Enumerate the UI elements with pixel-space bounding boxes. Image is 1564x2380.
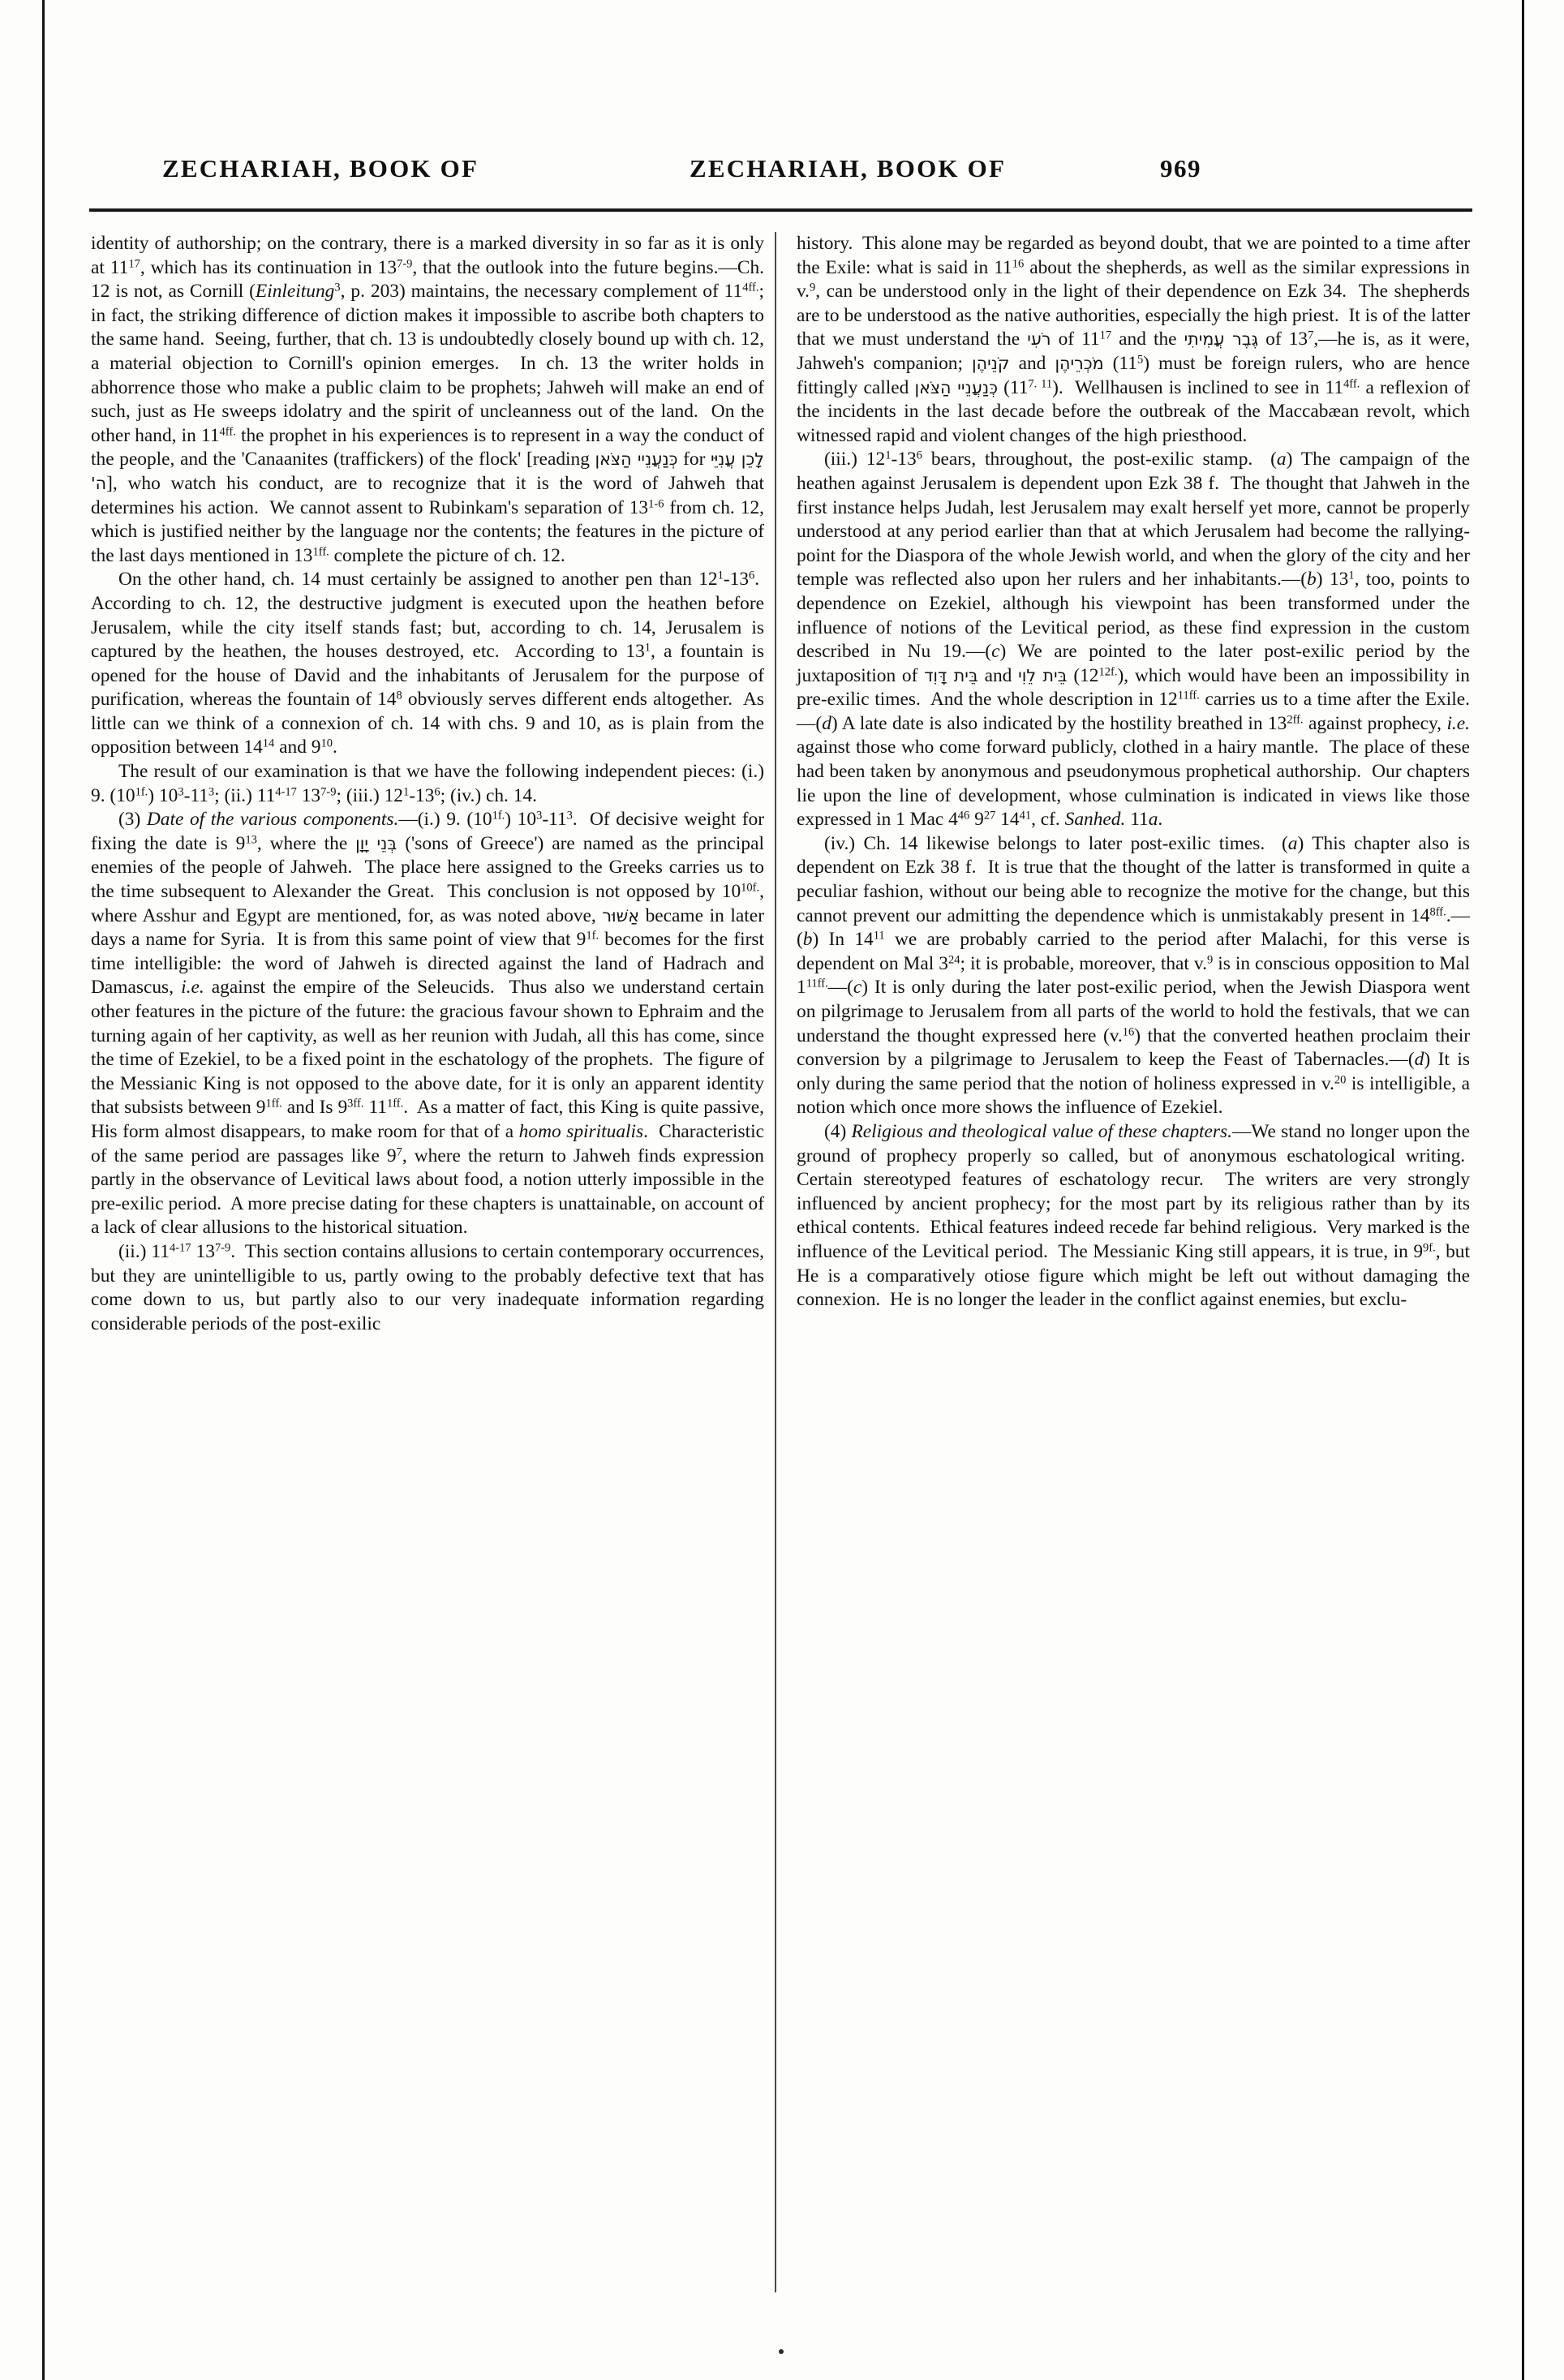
right-column-body (797, 232, 1470, 1312)
left-column (91, 232, 764, 1336)
paragraph: (iv.) Ch. 14 likewise belongs to later post-exilic times. (a) This chapter also is dependent on Ezk 38 f. It is true that the thought of the latter is transformed in quite a peculiar fashion, without our being able to recognize the motive for the change, but this cannot prevent our admitting the dependence which is unmistakably present in $14^{8ff.}.—(b)$ In $14^{11}$ we are probably carried to the period after Malachi, for this verse is dependent on Mal $3^{24}$; it is probable, moreover, that v.$^9$ is in conscious opposition to Mal $1^{11ff.}—(c)$ It is only during the later post-exilic period, when the Jewish Diaspora went on pilgrimage to Jerusalem from all parts of the world to hold the festivals, that we can understand the thought expressed here (v.$^{16}$) that the converted heathen proclaim their conversion by a pilgrimage to Jerusalem to keep the Feast of Tabernacles.—(d) It is only during the same period that the notion of holiness expressed in v.$^{20}$ is intelligible, a notion which once more shows the influence of Ezekiel. (797, 832, 1470, 1119)
paragraph: history. This alone may be regarded as beyond doubt, that we are pointed to a time after the Exile: what is said in $11^{16}$ about the shepherds, as well as the similar expressions in v.$^9$, can be understood only in the light of their dependence on Ezk 34. The shepherds are to be understood as the native authorities, especially the high priest. It is of the latter that we must understand the רֹעִי of $11^{17}$ and the גֶּבֶר עֲמִיתִי of $13^7,—he$ is, as it were, Jahweh's companion; קֹנֵיהֶן and מֹכְרֵיהֶן $(11^5)$ must be foreign rulers, who are hence fittingly called כְּנַעֲנֵיי הַצֹּאן $(11^{7. 11})$. Wellhausen is inclined to see in $11^{4ff.}$ a reflexion of the incidents in the last decade before the outbreak of the Maccabæan revolt, which witnessed rapid and violent changes of the high priesthood. (797, 233, 1471, 446)
page-number: 969 (1160, 154, 1201, 183)
running-head-right-title: ZECHARIAH, BOOK OF (690, 154, 1007, 183)
paragraph: (iii.) $12^1-13^6$ bears, throughout, the post-exilic stamp. (a) The campaign of the heathen against Jerusalem is dependent upon Ezk 38 f. The thought that Jahweh in the first instance helps Judah, lest Jerusalem may exalt herself yet more, cannot be properly understood at any period earlier than that at which Jerusalem had become the rallying-point for the Diaspora of the whole Jewish world, and when the glory of the city and her temple was reflected also upon her rulers and her inhabitants.—(b) $13^1$, too, points to dependence on Ezekiel, although his viewpoint has been transformed under the influence of notions of the Levitical period, as these find expression in the custom described in Nu 19.—(c) We are pointed to the later post-exilic period by the juxtaposition of בֵּית דָּוִד and בֵּית לֵוִי $(12^{12f.})$, which would have been an impossibility in pre-exilic times. And the whole description in $12^{11ff.}$ carries us to a time after the Exile.—(d) A late date is also indicated by the hostility breathed in $13^{2ff.}$ against prophecy, i.e. against those who come forward publicly, clothed in a hairy mantle. The place of these had been taken by anonymous and pseudonymous prophetical authorship. Our chapters lie upon the line of development, whose culmination is indicated in views like those expressed in 1 Mac $4^{46}$ $9^{27}$ $14^{41}$, cf. Sanhed. 11a. (797, 449, 1471, 831)
paragraph: (4) Religious and theological value of these chapters.—We stand no longer upon the ground of prophecy properly so called, but of anonymous eschatological writing. Certain stereotyped features of eschatology recur. The writers are very strongly influenced by ancient prophecy; for the most part by its religious rather than by its ethical contents. Ethical features indeed recede far behind religious. Very marked is the influence of the Levitical period. The Messianic King still appears, it is true, in $9^{9f.}$, but He is a comparatively otiose figure which might be left out without damaging the connexion. He is no longer the leader in the conflict against enemies, but exclu- (797, 1120, 1470, 1311)
paragraph: On the other hand, ch. 14 must certainly be assigned to another pen than $12^1-13^6$. According to ch. 12, the destructive judgment is executed upon the heathen before Jerusalem, while the city itself stands fast; but, according to ch. 14, Jerusalem is captured by the heathen, the houses destroyed, etc. According to $13^1$, a fountain is opened for the house of David and the inhabitants of Jerusalem for the purpose of purification, whereas the fountain of $14^8$ obviously serves different ends altogether. As little can we think of a connexion of ch. 14 with chs. 9 and 10, as is plain from the opposition between $14^{14}$ and $9^{10}$. (91, 569, 764, 758)
page-edge-right (1522, 0, 1524, 2380)
running-head-left-title: ZECHARIAH, BOOK OF (162, 154, 479, 183)
right-column (797, 232, 1470, 1312)
scan-artifact-dot (779, 2349, 784, 2354)
left-column-body (91, 232, 764, 1336)
paragraph: (3) Date of the various components.—(i.) 9. $(10^{1f.})$ $10^3-11^3$. Of decisive weight for fixing the date is $9^{13}$, where the בְּנֵי יָוָן ('sons of Greece') are named as the principal enemies of the people of Jahweh. The place here assigned to the Greeks carries us to the time subsequent to Alexander the Great. This conclusion is not opposed by $10^{10f.}$, where Asshur and Egypt are mentioned, for, as was noted above, אַשּׁוּר became in later days a name for Syria. It is from this same point of view that $9^{1f.}$ becomes for the first time intelligible: the word of Jahweh is directed against the land of Hadrach and Damascus, i.e. against the empire of the Seleucids. Thus also we understand certain other features in the picture of the future: the gracious favour shown to Ephraim and the turning again of her captivity, as well as her reunion with Judah, all this has come, since the time of Ezekiel, to be a fixed point in the eschatology of the prophets. The figure of the Messianic King is not opposed to the above date, for it is only an apparent identity that subsists between $9^{1ff.}$ and Is $9^{3ff.}$ $11^{1ff.}$. As a matter of fact, this King is quite passive, His form almost disappears, to make room for that of a homo spiritualis. Characteristic of the same period are passages like $9^7$, where the return to Jahweh finds expression partly in the observance of Levitical laws about food, a notion utterly impossible in the pre-exilic period. A more precise dating for these chapters is unattainable, on account of a lack of clear allusions to the historical situation. (91, 809, 765, 1239)
paragraph: The result of our examination is that we have the following independent pieces: (i.) 9. $(10^{1f.})$ $10^3-11^3$; (ii.) 11$^{4-17}$ 13$^{7-9}$; (iii.) $12^1-13^6$; (iv.) ch. 14. (91, 761, 764, 806)
paragraph: (ii.) 11$^{4-17}$ 13$^{7-9}$. This section contains allusions to certain contemporary occurrences, but they are unintelligible to us, partly owing to the probably defective text that has come down to us, but partly also to our very inadequate information regarding considerable periods of the post-exilic (91, 1240, 764, 1334)
header-rule (89, 208, 1472, 212)
paragraph: identity of authorship; on the contrary, there is a marked diversity in so far as it is only at $11^{17}$, which has its continuation in 13$^{7-9}$, that the outlook into the future begins.—Ch. 12 is not, as Cornill (Einleitung$^3$, p. 203) maintains, the necessary complement of $11^{4ff.}$; in fact, the striking difference of diction makes it impossible to ascribe both chapters to the same hand. Seeing, further, that ch. 13 is undoubtedly closely bound up with ch. 12, a material objection to Cornill's opinion emerges. In ch. 13 the writer holds in abhorrence those who make a public claim to be prophets; Jahweh will make an end of such, just as He sweeps idolatry and the spirit of uncleanness out of the land. On the other hand, in $11^{4ff.}$ the prophet in his experiences is to represent in a way the conduct of the people, and the 'Canaanites (traffickers) of the flock' [reading כְּנַעֲנֵיי הַצֹּאן for לָכֵן עֲנִיֵּי ה'], who watch his conduct, are to recognize that it is the word of Jahweh that determines his action. We cannot assent to Rubinkam's separation of 13$^{1-6}$ from ch. 12, which is justified neither by the language nor the contents; the features in the picture of the last days mentioned in $13^{1ff.}$ complete the picture of ch. 12. (91, 233, 764, 566)
page-edge-left (42, 0, 45, 2380)
running-head (89, 154, 1476, 195)
column-divider (775, 232, 776, 2292)
